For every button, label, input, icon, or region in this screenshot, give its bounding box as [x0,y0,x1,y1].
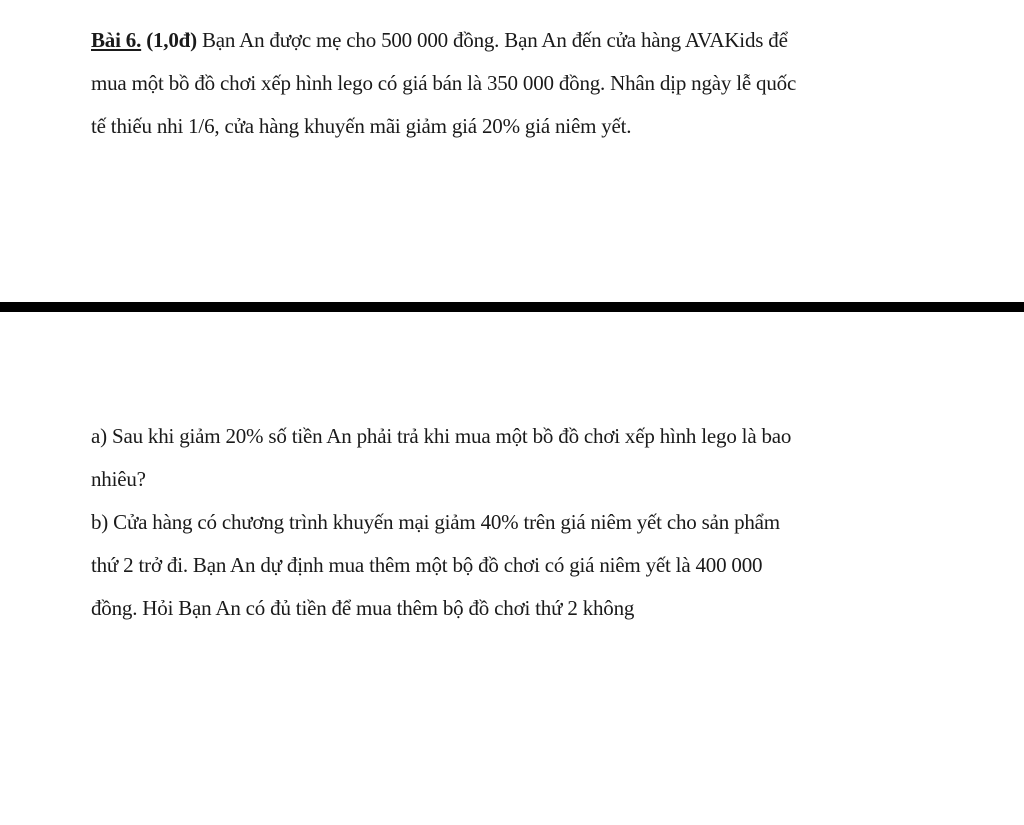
problem-points: (1,0đ) [146,28,197,52]
question-b-line-2: thứ 2 trở đi. Bạn An dự định mua thêm một bộ đồ chơi có giá niêm yết là 400 000 [91,553,763,577]
question-a-line-2: nhiêu? [91,467,146,491]
problem-line-1-text: Bạn An được mẹ cho 500 000 đồng. Bạn An đến cửa hàng AVAKids để [202,28,788,52]
question-b-line-3: đồng. Hỏi Bạn An có đủ tiền để mua thêm bộ đồ chơi thứ 2 không [91,596,635,620]
problem-line-1 [91,19,796,62]
problem-line-3: tế thiếu nhi 1/6, cửa hàng khuyến mãi giảm giá 20% giá niêm yết. [91,114,632,138]
problem-statement [91,19,796,148]
questions-block [91,415,791,630]
divider-bar [0,302,1024,312]
question-a-line-1: a) Sau khi giảm 20% số tiền An phải trả khi mua một bồ đồ chơi xếp hình lego là bao [91,424,792,448]
question-b-line-1: b) Cửa hàng có chương trình khuyến mại giảm 40% trên giá niêm yết cho sản phẩm [91,510,780,534]
problem-line-2: mua một bồ đồ chơi xếp hình lego có giá bán là 350 000 đồng. Nhân dịp ngày lễ quốc [91,71,797,95]
problem-label: Bài 6. [91,28,142,52]
